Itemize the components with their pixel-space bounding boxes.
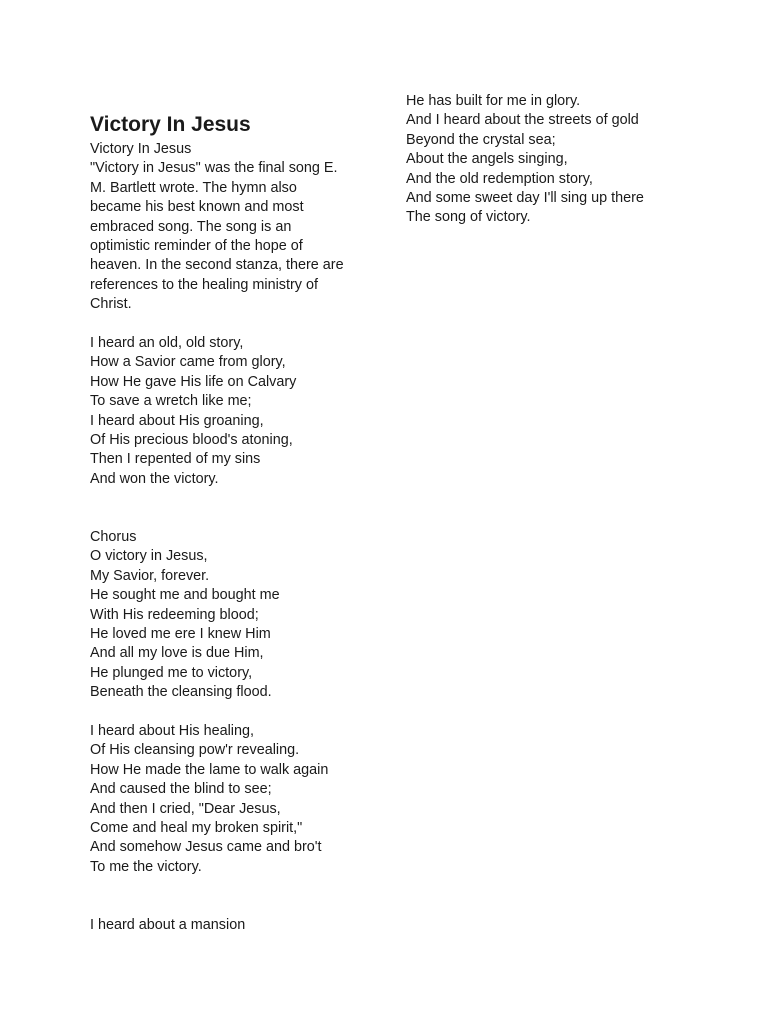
text-line: "Victory in Jesus" was the final song E.: [90, 160, 338, 177]
text-line: optimistic reminder of the hope of: [90, 238, 303, 254]
text-line: Come and heal my broken spirit,": [90, 820, 303, 836]
text-line: Beyond the crystal sea;: [406, 131, 556, 148]
text-line: My Savior, forever.: [90, 567, 210, 584]
text-line: became his best known and most: [90, 199, 304, 216]
text-line: O victory in Jesus,: [90, 548, 208, 565]
text-line: How He gave His life on Calvary: [90, 373, 297, 390]
text-line: Then I repented of my sins: [90, 451, 261, 468]
text-line: And somehow Jesus came and bro't: [90, 839, 322, 856]
text-line: He has built for me in glory.: [406, 93, 581, 109]
text-line: Of His precious blood's atoning,: [90, 432, 293, 448]
text-line: About the angels singing,: [406, 151, 568, 168]
document-title: Victory In Jesus: [90, 113, 251, 136]
text-line: I heard about His groaning,: [90, 412, 264, 429]
text-line: And caused the blind to see;: [90, 781, 272, 798]
text-line: And won the victory.: [90, 470, 219, 487]
text-line: embraced song. The song is an: [90, 218, 292, 235]
text-line: He sought me and bought me: [90, 587, 280, 604]
text-line: references to the healing ministry of: [90, 276, 318, 293]
text-line: I heard an old, old story,: [90, 335, 244, 351]
text-line: With His redeeming blood;: [90, 606, 259, 623]
text-line: Christ.: [90, 296, 132, 313]
text-line: How He made the lame to walk again: [90, 761, 329, 778]
text-line: And some sweet day I'll sing up there: [406, 190, 644, 206]
text-line: He loved me ere I knew Him: [90, 626, 271, 642]
text-line: Chorus: [90, 529, 137, 545]
text-line: And I heard about the streets of gold: [406, 112, 639, 129]
text-line: Of His cleansing pow'r revealing.: [90, 742, 300, 759]
text-line: To me the victory.: [90, 858, 202, 875]
text-line: He plunged me to victory,: [90, 664, 253, 681]
text-line: Beneath the cleansing flood.: [90, 684, 272, 701]
text-line: Victory In Jesus: [90, 141, 192, 157]
text-line: I heard about a mansion: [90, 917, 246, 933]
text-line: And then I cried, "Dear Jesus,: [90, 800, 281, 817]
text-line: M. Bartlett wrote. The hymn also: [90, 179, 297, 196]
text-line: heaven. In the second stanza, there are: [90, 257, 344, 274]
text-line: How a Savior came from glory,: [90, 354, 286, 371]
text-line: The song of victory.: [406, 209, 531, 226]
text-line: And the old redemption story,: [406, 170, 593, 187]
text-line: I heard about His healing,: [90, 723, 255, 739]
text-line: And all my love is due Him,: [90, 645, 264, 662]
text-line: To save a wretch like me;: [90, 393, 252, 410]
